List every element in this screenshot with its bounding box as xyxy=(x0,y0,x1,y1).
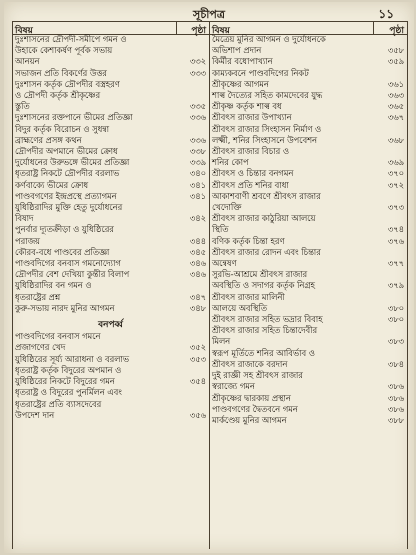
toc-entry xyxy=(209,146,407,168)
entry-page-number: ৩৮৪ xyxy=(387,358,404,369)
entry-page-number: ৩৫৯ xyxy=(387,56,404,67)
toc-entry xyxy=(12,354,209,365)
entry-subject: স্বরূপ মূর্তিতে শনির আবির্ভাব ও শ্রীবৎস রাজাকে বরদান xyxy=(212,347,315,369)
entry-page-number: ৩৩৮ xyxy=(189,146,206,157)
toc-entry xyxy=(12,34,209,68)
top-rule xyxy=(12,21,408,22)
entry-page-number: ৩৪৫ xyxy=(189,246,206,257)
toc-entry xyxy=(12,68,209,79)
page-header: পৃষ্ঠা xyxy=(191,26,206,36)
entry-page-number: ৩৩৬ xyxy=(189,112,206,123)
entry-subject: শ্রীবৎস রাজার মালিনী আলয়ে অবস্থিতি xyxy=(212,291,285,313)
entry-subject: কাম্যকবনে পাণ্ডবদিগের নিকট শ্রীকৃষ্ণের আগমন xyxy=(212,67,309,89)
entry-subject: শ্রীবৎস রাজার সিংহাসন নির্মাণ ও লক্ষ্মী, শনির সিংহাসনে উপবেশন xyxy=(212,123,322,145)
page-title: সূচীপত্র xyxy=(193,8,225,21)
entry-subject: শ্রীকৃষ্ণের দ্বারকায় প্রস্থান xyxy=(212,392,291,403)
entry-subject: কির্মীর বধোপাখ্যান xyxy=(212,56,273,67)
toc-entry xyxy=(209,34,407,56)
entry-subject: মৈত্রেয় মুনির আগমন ও দুর্যোধনকে অভিশাপ প্রদান xyxy=(212,34,326,56)
entry-page-number: ৩৮৬ xyxy=(387,392,404,403)
toc-entry xyxy=(209,112,407,123)
entry-page-number: ৩৭৩ xyxy=(387,202,404,213)
entry-subject: যুধিষ্ঠিরাদির বন গমন ও ধৃতরাষ্ট্রের প্রশ্ন xyxy=(15,280,92,302)
entry-subject: কুরু-সভায় নারদ মুনির আগমন xyxy=(15,302,115,313)
entry-page-number: ৩৬১ xyxy=(387,78,404,89)
entry-subject: আকাশবাণী শ্রবণে শ্রীবৎস রাজার খেদোক্তি xyxy=(212,190,321,213)
entry-subject: ধৃতরাষ্ট্র কর্তৃক বিদুরের অপমান ও যুধিষ্ঠিরের নিকটে বিদুরের গমন xyxy=(15,364,122,387)
entry-page-number: ৩৬৩ xyxy=(387,90,404,101)
toc-entry xyxy=(12,168,209,179)
toc-entry xyxy=(209,393,407,404)
entry-subject: কৌরব-বধে পাণ্ডবের প্রতিজ্ঞা xyxy=(15,246,110,257)
toc-entry xyxy=(209,101,407,112)
entry-page-number: ৩৩৬ xyxy=(189,134,206,145)
page-number: ১১ xyxy=(378,7,394,21)
toc-entry xyxy=(209,236,407,247)
entry-subject: শ্রীবৎস রাজার সহিত চিন্তাদেবীর মিলন xyxy=(212,325,318,347)
entry-subject: পাণ্ডবগণের ইন্দ্রপ্রস্থে প্রত্যাগমন xyxy=(15,190,117,201)
entry-subject: যুধিষ্ঠিরাদির মুক্তি হেতু দুর্যোধনের বিষাদ xyxy=(15,202,123,224)
toc-entry xyxy=(209,415,407,426)
entry-page-number: ৩৪৮ xyxy=(189,302,206,313)
entry-page-number: ৩৩৫ xyxy=(189,101,206,112)
entry-page-number: ৩৬৮ xyxy=(387,134,404,145)
entry-page-number: ৩৭৪ xyxy=(387,224,404,235)
entry-subject: দ্রৌপদীর অপমানে ভীমের ক্রোধ xyxy=(15,146,118,157)
entry-subject: শ্রীবৎস রাজার উপাখ্যান xyxy=(212,112,292,123)
subject-header: বিষয় xyxy=(15,26,33,36)
toc-entry xyxy=(12,180,209,191)
page-header: পৃষ্ঠা xyxy=(389,26,404,36)
entry-subject: মার্কণ্ডেয় মুনির আগমন xyxy=(212,414,287,425)
entry-subject: সুরভি-আশ্রমে শ্রীবৎস রাজার অবস্থিতি ও সদাগর কর্তৃক নিগ্রহ xyxy=(212,269,315,291)
entry-subject: ধৃতরাষ্ট্র নিকটে দ্রৌপদীর বরলাভ xyxy=(15,168,120,179)
toc-entry xyxy=(209,370,407,392)
entry-page-number: ৩৭৬ xyxy=(387,235,404,246)
entry-page-number: ৩৫৩ xyxy=(189,353,206,364)
entry-page-number: ৩৪৬ xyxy=(189,269,206,280)
entry-page-number: ৩৫৪ xyxy=(189,376,206,387)
toc-entry xyxy=(12,146,209,157)
entry-subject: শাল্ব দৈত্যের সহিত কামদেবের যুদ্ধ xyxy=(212,90,323,101)
entry-page-number: ৩৭৭ xyxy=(387,258,404,269)
toc-entry xyxy=(12,79,209,113)
toc-entry xyxy=(209,90,407,101)
entry-subject: শ্রীকৃষ্ণ কর্তৃক শাল্ব বধ xyxy=(212,101,282,112)
right-border xyxy=(407,21,408,549)
entry-subject: শ্রীবৎস রাজার কাঠুরিয়া আলয়ে স্থিতি xyxy=(212,213,316,235)
entry-page-number: ৩৭০ xyxy=(387,168,404,179)
entry-subject: যুধিষ্ঠিরের সূর্য্য আরাধনা ও বরলাভ xyxy=(15,353,129,364)
toc-entry xyxy=(209,269,407,291)
entry-subject: পুনর্বার দ্যূতক্রীড়া ও যুধিষ্ঠিরের পরাজয় xyxy=(15,224,114,246)
toc-entry xyxy=(209,348,407,370)
toc-entry xyxy=(12,331,209,353)
toc-entry xyxy=(12,303,209,314)
entry-page-number: ৩৫৬ xyxy=(189,409,206,420)
toc-entry xyxy=(12,124,209,146)
entry-page-number: ৩৬৯ xyxy=(387,157,404,168)
toc-entry xyxy=(12,365,209,387)
entry-subject: কর্ণবাক্যে ভীমের ক্রোধ xyxy=(15,179,89,190)
toc-entry xyxy=(12,258,209,269)
entry-subject: দ্রৌপদীর বেশ দেখিয়া কুন্তীর বিলাপ xyxy=(15,269,130,280)
entry-page-number: ৩৩২ xyxy=(189,56,206,67)
entry-page-number: ৩৬৫ xyxy=(387,101,404,112)
toc-entry xyxy=(12,247,209,258)
entry-page-number: ৩৮৩ xyxy=(387,336,404,347)
entry-page-number: ৩৮০ xyxy=(387,314,404,325)
toc-entry xyxy=(12,112,209,123)
entry-subject: বনপর্ব্ব xyxy=(98,320,123,331)
entry-page-number: ৩৪৪ xyxy=(189,235,206,246)
entry-subject: পাণ্ডবদিগের বনবাস গমনোদ্যোগ xyxy=(15,258,121,269)
entry-subject: শ্রীবৎস রাজার রোদন এবং চিন্তার অন্বেষণ xyxy=(212,246,321,269)
left-column xyxy=(12,23,209,421)
toc-entry xyxy=(209,191,407,213)
entry-subject: দুঃশাসনের রক্তপানে ভীমের প্রতিজ্ঞা xyxy=(15,112,133,123)
toc-entry xyxy=(209,56,407,67)
toc-entry xyxy=(209,168,407,179)
entry-subject: শ্রীবৎস রাজার সহিত ভদ্রার বিবাহ xyxy=(212,314,323,325)
toc-entry xyxy=(12,157,209,168)
toc-entry xyxy=(209,213,407,235)
toc-entry xyxy=(209,404,407,415)
subject-header: বিষয় xyxy=(212,26,230,36)
section-heading xyxy=(12,320,209,331)
entry-page-number: ৩৩৯ xyxy=(189,157,206,168)
entry-subject: পাণ্ডবগণের দ্বৈতবনে গমন xyxy=(212,403,298,414)
entry-page-number: ৩৪৭ xyxy=(189,291,206,302)
entry-page-number: ৩৭৯ xyxy=(387,280,404,291)
entry-page-number: ৩৮৬ xyxy=(387,381,404,392)
entry-subject: শ্রীবৎস ও চিন্তার বনগমন xyxy=(212,168,294,179)
toc-page xyxy=(4,2,414,553)
entry-subject: শ্রীবৎস রাজার বিচার ও শনির কোপ xyxy=(212,146,289,168)
entry-subject: বিদুর কর্তৃক বিরোচন ও সুধন্বা ব্রাহ্মণের প্রসঙ্গ কথন xyxy=(15,123,110,145)
entry-subject: শ্রীবৎস প্রতি শনির বাধা xyxy=(212,179,289,190)
entry-page-number: ৩৪৬ xyxy=(189,258,206,269)
toc-entry xyxy=(209,314,407,325)
toc-entry xyxy=(12,191,209,202)
entry-page-number: ৩৪২ xyxy=(189,213,206,224)
entry-subject: দুঃশাসন কর্তৃক দ্রৌপদীর বস্ত্রহরণ ও দ্রৌপদী কর্তৃক শ্রীকৃষ্ণের স্তুতি xyxy=(15,78,120,112)
entry-page-number: ৩৪১ xyxy=(189,190,206,201)
right-column xyxy=(209,23,407,426)
entry-subject: ধৃতরাষ্ট্র ও বিদুরের পুনর্মিলন এবং ধৃতরাষ্ট্রের প্রতি ব্যাসদেবের উপদেশ দান xyxy=(15,387,122,420)
entry-page-number: ৩৮০ xyxy=(387,302,404,313)
entry-page-number: ৩৬৭ xyxy=(387,112,404,123)
toc-entry xyxy=(209,292,407,314)
entry-subject: দুই রাজ্ঞী সহ শ্রীবৎস রাজার স্বরাজ্যে গমন xyxy=(212,370,303,392)
toc-entry xyxy=(12,224,209,246)
toc-entry xyxy=(12,387,209,421)
toc-entry xyxy=(209,247,407,269)
entry-page-number: ৩৪০ xyxy=(189,168,206,179)
entry-page-number: ৩৫২ xyxy=(189,342,206,353)
entry-page-number: ৩৭২ xyxy=(387,179,404,190)
entry-page-number: ৩৩৩ xyxy=(189,67,206,78)
entry-page-number: ৩৮৮ xyxy=(387,414,404,425)
entry-subject: দুর্যোধনের উরুভঙ্গে ভীমের প্রতিজ্ঞা xyxy=(15,157,130,168)
entry-page-number: ৩৪১ xyxy=(189,179,206,190)
entry-page-number: ৩৮৬ xyxy=(387,403,404,414)
entry-subject: পাণ্ডবদিগের বনবাস গমনে প্রজাগণের খেদ xyxy=(15,331,101,353)
toc-entry xyxy=(209,180,407,191)
toc-entry xyxy=(12,269,209,280)
toc-entry xyxy=(209,68,407,90)
entry-subject: সভাজন প্রতি বিকর্ণের উত্তর xyxy=(15,67,107,78)
toc-entry xyxy=(209,124,407,146)
entry-subject: দুঃশাসনের দ্রৌপদী-সমীপে গমন ও উহাকে কেশাকর্ষণ পূর্বক সভায় আনয়ন xyxy=(15,34,127,67)
left-column-header xyxy=(12,23,209,34)
toc-entry xyxy=(209,325,407,347)
entry-page-number: ৩৫৮ xyxy=(387,45,404,56)
right-column-header xyxy=(209,23,407,34)
entry-subject: বণিক কর্তৃক চিন্তা হরণ xyxy=(212,235,285,246)
toc-entry xyxy=(12,202,209,224)
toc-entry xyxy=(12,280,209,302)
